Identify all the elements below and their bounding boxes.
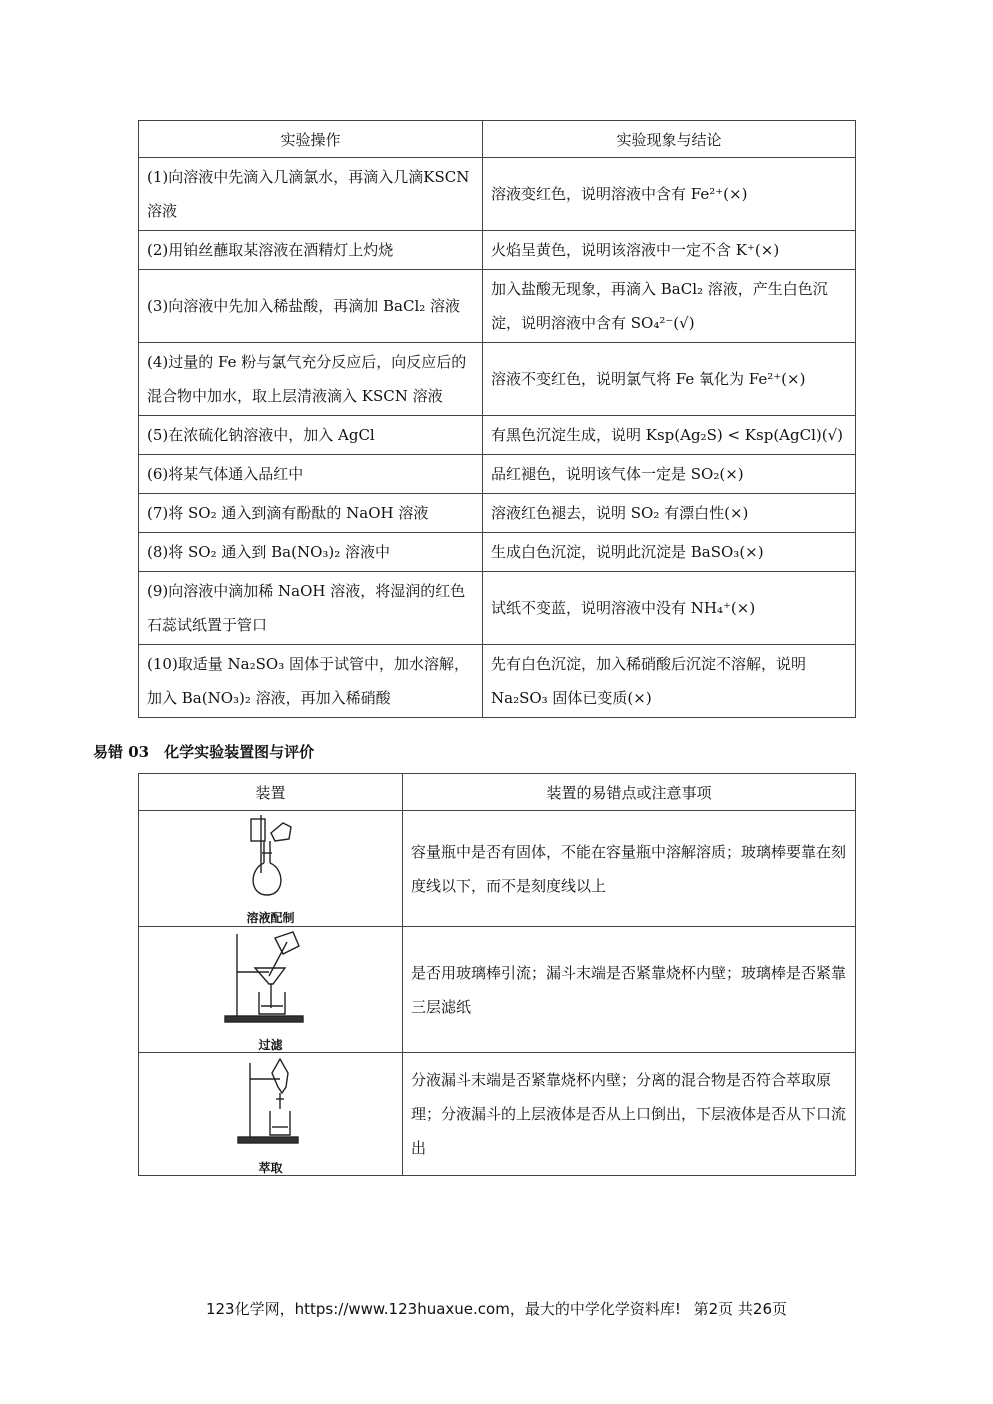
operation-cell: (8)将 SO₂ 通入到 Ba(NO₃)₂ 溶液中: [139, 533, 483, 572]
operation-cell: (2)用铂丝蘸取某溶液在酒精灯上灼烧: [139, 231, 483, 270]
operation-cell: (1)向溶液中先滴入几滴氯水，再滴入几滴KSCN 溶液: [139, 158, 483, 231]
table-row: [139, 455, 856, 494]
figure-caption: 萃取: [258, 1161, 283, 1175]
operation-cell: (7)将 SO₂ 通入到滴有酚酞的 NaOH 溶液: [139, 494, 483, 533]
section-title: 易错 03 化学实验装置图与评价: [93, 743, 315, 761]
result-cell: 火焰呈黄色，说明该溶液中一定不含 K⁺(×): [483, 231, 856, 270]
footer-site-text: 123化学网，https://www.123huaxue.com，最大的中学化学资料库!: [205, 1300, 681, 1318]
column-header: 装置的易错点或注意事项: [403, 774, 856, 811]
result-cell: 生成白色沉淀，说明此沉淀是 BaSO₃(×): [483, 533, 856, 572]
table-row: [139, 416, 856, 455]
apparatus-figure-cell: [139, 1053, 403, 1176]
result-cell: 有黑色沉淀生成，说明 Ksp(Ag₂S) < Ksp(AgCl)(√): [483, 416, 856, 455]
page-footer: [0, 1298, 993, 1319]
column-header: 装置: [139, 774, 403, 811]
table-header-row: [139, 774, 856, 811]
operation-cell: (10)取适量 Na₂SO₃ 固体于试管中，加水溶解，加入 Ba(NO₃)₂ 溶液，再加入稀硝酸: [139, 645, 483, 718]
table-row: [139, 572, 856, 645]
result-cell: 品红褪色，说明该气体一定是 SO₂(×): [483, 455, 856, 494]
result-cell: 试纸不变蓝，说明溶液中没有 NH₄⁺(×): [483, 572, 856, 645]
note-cell: 容量瓶中是否有固体，不能在容量瓶中溶解溶质；玻璃棒要靠在刻度线以下，而不是刻度线以上: [403, 811, 856, 927]
result-cell: 加入盐酸无现象，再滴入 BaCl₂ 溶液，产生白色沉淀，说明溶液中含有 SO₄²⁻(√): [483, 270, 856, 343]
figure-caption: 过滤: [258, 1037, 283, 1052]
table-row: [139, 494, 856, 533]
page-number: 第2页 共26页: [693, 1300, 788, 1318]
table-row: [139, 927, 856, 1053]
result-cell: 溶液变红色，说明溶液中含有 Fe²⁺(×): [483, 158, 856, 231]
figure-caption: 溶液配制: [246, 910, 295, 925]
apparatus-figure-cell: [139, 927, 403, 1053]
table-row: [139, 158, 856, 231]
apparatus-figure-cell: [139, 811, 403, 927]
column-header: 实验现象与结论: [483, 121, 856, 158]
volumetric-flask-icon: [231, 813, 311, 899]
result-cell: 溶液红色褪去，说明 SO₂ 有漂白性(×): [483, 494, 856, 533]
result-cell: 先有白色沉淀，加入稀硝酸后沉淀不溶解，说明 Na₂SO₃ 固体已变质(×): [483, 645, 856, 718]
table-row: [139, 343, 856, 416]
filtration-apparatus-icon: [221, 928, 321, 1026]
column-header: 实验操作: [139, 121, 483, 158]
note-cell: 分液漏斗末端是否紧靠烧杯内壁；分离的混合物是否符合萃取原理；分液漏斗的上层液体是否从上口倒出，下层液体是否从下口流出: [403, 1053, 856, 1176]
table-row: [139, 231, 856, 270]
result-cell: 溶液不变红色，说明氯气将 Fe 氧化为 Fe²⁺(×): [483, 343, 856, 416]
operation-cell: (5)在浓硫化钠溶液中，加入 AgCl: [139, 416, 483, 455]
operation-cell: (3)向溶液中先加入稀盐酸，再滴加 BaCl₂ 溶液: [139, 270, 483, 343]
operation-cell: (9)向溶液中滴加稀 NaOH 溶液，将湿润的红色石蕊试纸置于管口: [139, 572, 483, 645]
operation-cell: (6)将某气体通入品红中: [139, 455, 483, 494]
separatory-funnel-icon: [236, 1053, 306, 1149]
table-row: [139, 811, 856, 927]
operation-cell: (4)过量的 Fe 粉与氯气充分反应后，向反应后的混合物中加水，取上层清液滴入 KSCN 溶液: [139, 343, 483, 416]
table-row: [139, 533, 856, 572]
apparatus-table: [138, 773, 856, 1176]
table-row: [139, 270, 856, 343]
experiment-table: [138, 120, 856, 718]
table-header-row: [139, 121, 856, 158]
table-row: [139, 645, 856, 718]
table-row: [139, 1053, 856, 1176]
note-cell: 是否用玻璃棒引流；漏斗末端是否紧靠烧杯内壁；玻璃棒是否紧靠三层滤纸: [403, 927, 856, 1053]
